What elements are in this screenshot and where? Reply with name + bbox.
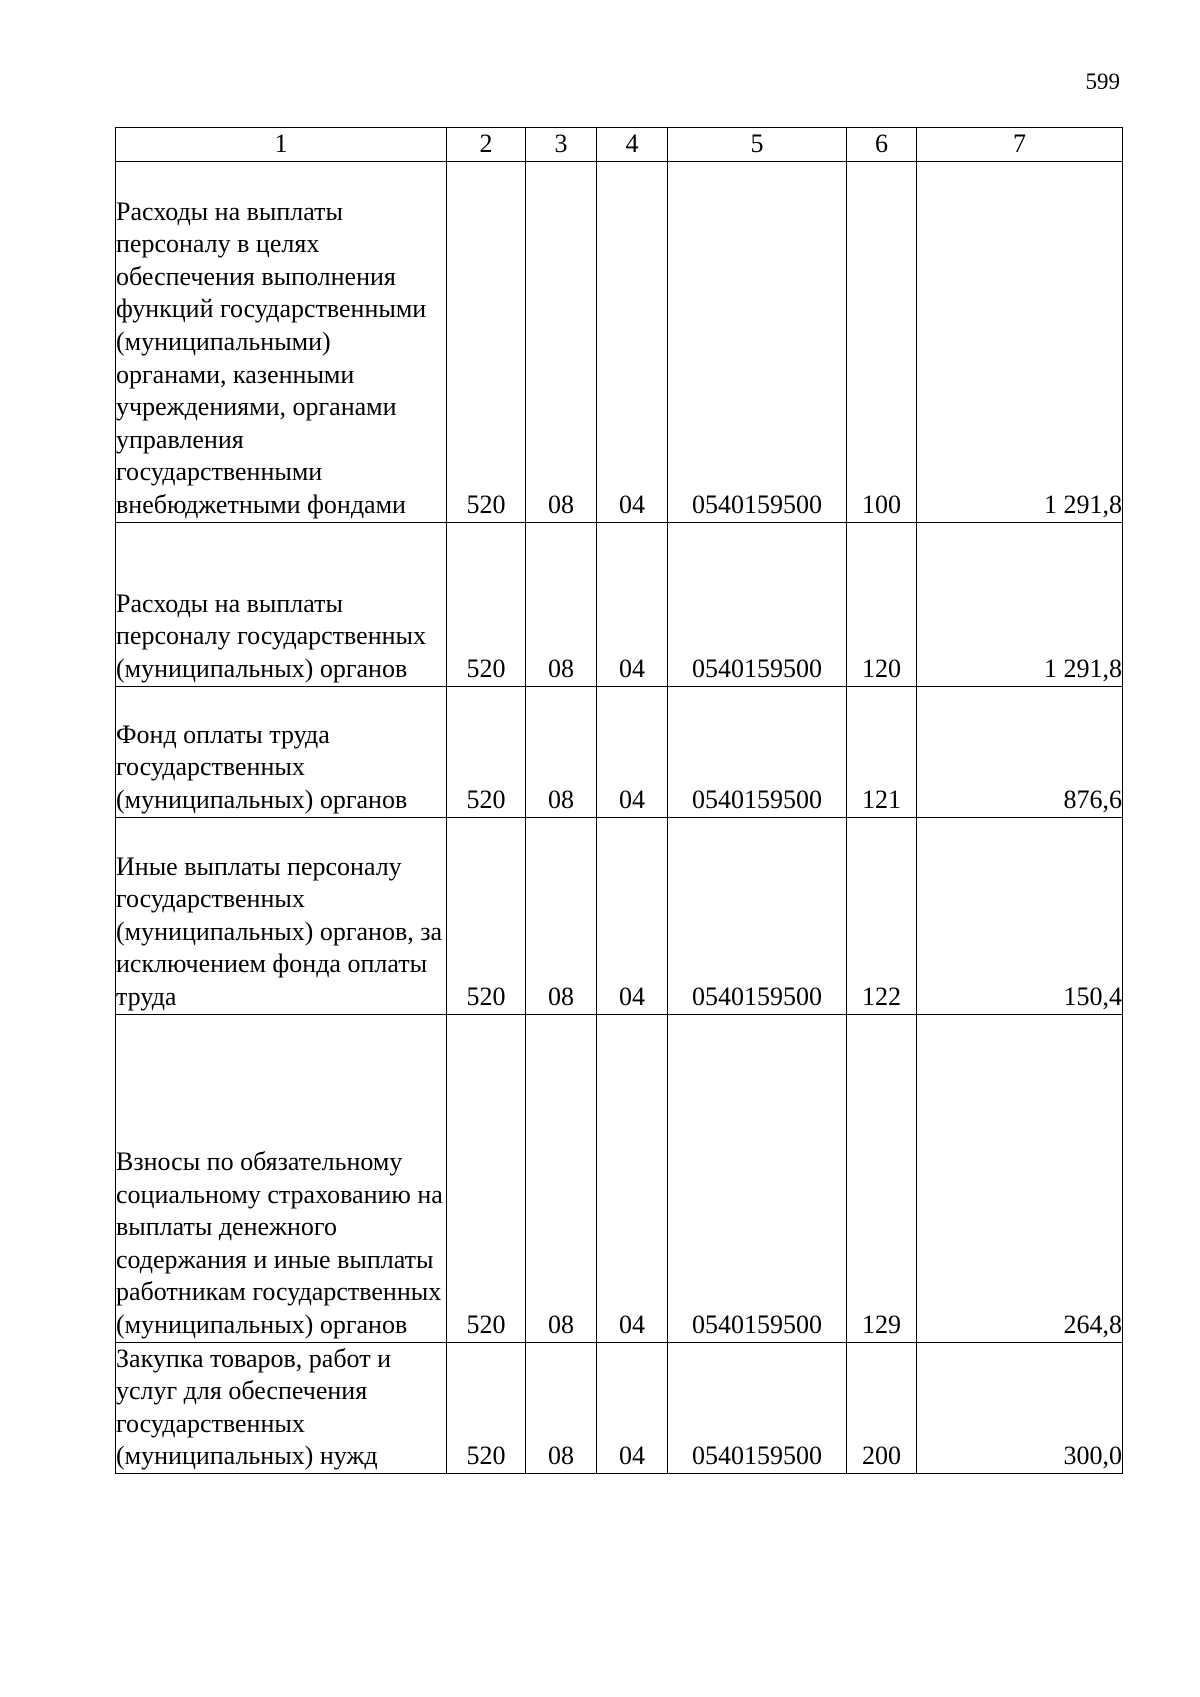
cell-col5: 0540159500 <box>668 817 847 1014</box>
page-number: 599 <box>1085 69 1120 94</box>
cell-col4: 04 <box>597 522 668 686</box>
cell-col6: 100 <box>847 161 917 522</box>
table-row <box>116 161 1123 522</box>
column-header-4: 4 <box>597 128 668 162</box>
column-header-2: 2 <box>447 128 526 162</box>
cell-col3: 08 <box>526 161 597 522</box>
row-description <box>116 522 447 686</box>
cell-col6: 122 <box>847 817 917 1014</box>
table-row <box>116 817 1123 1014</box>
cell-col2: 520 <box>447 686 526 817</box>
cell-col6: 200 <box>847 1342 917 1473</box>
cell-col6: 121 <box>847 686 917 817</box>
table-row <box>116 1014 1123 1342</box>
cell-col4: 04 <box>597 1014 668 1342</box>
cell-col4: 04 <box>597 817 668 1014</box>
cell-col2: 520 <box>447 161 526 522</box>
row-description <box>116 1342 447 1473</box>
column-header-5: 5 <box>668 128 847 162</box>
cell-col4: 04 <box>597 161 668 522</box>
budget-table <box>115 127 1123 1474</box>
cell-col5: 0540159500 <box>668 161 847 522</box>
row-description <box>116 161 447 522</box>
row-description-text: Фонд оплаты труда государственных (муниципальных) органов <box>116 719 408 814</box>
row-description-text: Расходы на выплаты персоналу государственных (муниципальных) органов <box>116 588 427 683</box>
cell-col5: 0540159500 <box>668 522 847 686</box>
cell-col6: 120 <box>847 522 917 686</box>
row-description <box>116 817 447 1014</box>
cell-col5: 0540159500 <box>668 686 847 817</box>
cell-col7: 300,0 <box>917 1342 1123 1473</box>
cell-col7: 150,4 <box>917 817 1123 1014</box>
cell-col2: 520 <box>447 1014 526 1342</box>
cell-col2: 520 <box>447 817 526 1014</box>
cell-col7: 876,6 <box>917 686 1123 817</box>
column-header-1: 1 <box>116 128 447 162</box>
cell-col5: 0540159500 <box>668 1342 847 1473</box>
cell-col3: 08 <box>526 1014 597 1342</box>
cell-col6: 129 <box>847 1014 917 1342</box>
column-header-7: 7 <box>917 128 1123 162</box>
row-description-text: Иные выплаты персоналу государственных (муниципальных) органов, за исключением фонда оплаты труда <box>116 851 443 1011</box>
cell-col3: 08 <box>526 817 597 1014</box>
row-description <box>116 686 447 817</box>
row-description <box>116 1014 447 1342</box>
cell-col2: 520 <box>447 522 526 686</box>
cell-col5: 0540159500 <box>668 1014 847 1342</box>
column-header-3: 3 <box>526 128 597 162</box>
cell-col4: 04 <box>597 1342 668 1473</box>
row-description-text: Взносы по обязательному социальному страхованию на выплаты денежного содержания и иные выплаты работникам государственных (муниципальных) органов <box>116 1147 443 1339</box>
cell-col7: 1 291,8 <box>917 161 1123 522</box>
table-row <box>116 686 1123 817</box>
cell-col7: 1 291,8 <box>917 522 1123 686</box>
cell-col2: 520 <box>447 1342 526 1473</box>
row-description-text: Закупка товаров, работ и услуг для обеспечения государственных (муниципальных) нужд <box>116 1343 391 1471</box>
column-header-6: 6 <box>847 128 917 162</box>
cell-col7: 264,8 <box>917 1014 1123 1342</box>
cell-col3: 08 <box>526 522 597 686</box>
cell-col4: 04 <box>597 686 668 817</box>
row-description-text: Расходы на выплаты персоналу в целях обеспечения выполнения функций государственными (муниципальными) органами, казенными учреждениями, органами управления государственными внебюджетными фондами <box>116 196 427 519</box>
cell-col3: 08 <box>526 686 597 817</box>
table-row <box>116 1342 1123 1473</box>
table-header-row <box>116 128 1123 162</box>
cell-col3: 08 <box>526 1342 597 1473</box>
table-row <box>116 522 1123 686</box>
